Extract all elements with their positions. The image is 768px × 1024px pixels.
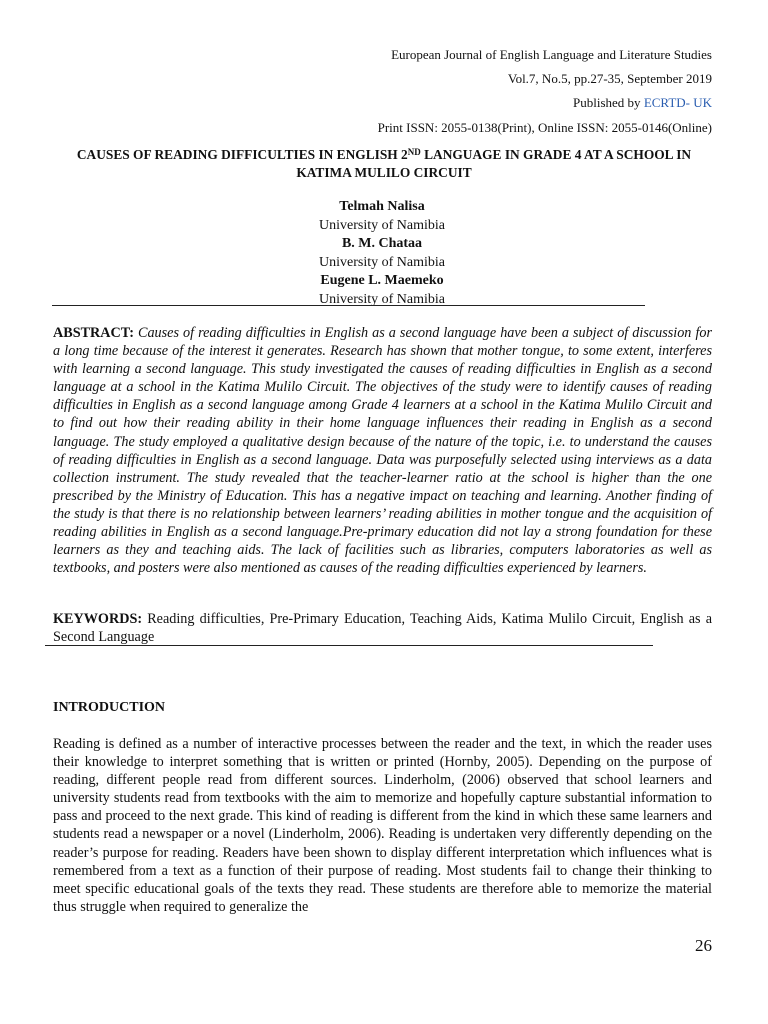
- keywords: [53, 610, 712, 646]
- author-block: [52, 198, 712, 310]
- publisher-line: [573, 95, 712, 111]
- introduction-heading: INTRODUCTION: [53, 700, 166, 715]
- title-superscript: ND: [407, 147, 421, 157]
- author-name: Telmah Nalisa: [339, 199, 425, 214]
- author-divider: [52, 305, 645, 306]
- introduction-body: Reading is defined as a number of interactive processes between the reader and the text, in which the reader uses their knowledge to interpret something that is written or printed (Hornby, 2005). Depending on the purpose of reading, different people read from different sources. Linderholm, (2006) observed that school learners and university students read from textbooks with the aim to memorize and hopefully capture substantial information to pass and proceed to the next grade. This kind of reading is different from the kind in which these same learners and students read a newspaper or a novel (Linderholm, 2006). Reading is undertaken very differently depending on the reader’s purpose for reading. Readers have been shown to display different interpretation which influences what is remembered from a text as a function of their purpose of reading. Most students fail to change their thinking to meet specific educational goals of the texts they read. These students are therefore able to memorize the material thus struggle when required to generalize the: [53, 736, 712, 915]
- author-name: B. M. Chataa: [341, 236, 423, 252]
- published-by-label: Published by: [573, 95, 644, 110]
- issn-line: Print ISSN: 2055-0138(Print), Online ISSN: 2055-0146(Online): [377, 120, 712, 135]
- author-affiliation: University of Namibia: [319, 217, 445, 233]
- title-part-2: LANGUAGE IN GRADE 4 AT A SCHOOL IN KATIMA MULILO CIRCUIT: [296, 147, 692, 180]
- keywords-label: KEYWORDS:: [53, 611, 143, 627]
- title-part-1: CAUSES OF READING DIFFICULTIES IN ENGLISH 2: [76, 147, 408, 162]
- page-number: 26: [695, 936, 712, 955]
- paper-title: [52, 146, 716, 181]
- keywords-divider: [45, 645, 653, 646]
- author-affiliation: University of Namibia: [319, 254, 445, 270]
- publisher-link[interactable]: ECRTD- UK: [643, 95, 712, 110]
- journal-name: European Journal of English Language and Literature Studies: [391, 47, 712, 62]
- abstract-text: Causes of reading difficulties in English as a second language have been a subject of discussion for a long time because of the interest it generates. Research has shown that mother tongue, to some extent, interferes with learning a second language. This study investigated the causes of reading difficulties in English as a second language at a school in the Katima Mulilo Circuit. The objectives of the study were to identify causes of reading difficulties in English as a second language among Grade 4 learners at a school in the Katima Mulilo Circuit and to find out how their reading ability in their home language influences their reading in English as a second language. The study employed a qualitative design because of the nature of the topic, i.e. to understand the causes of reading difficulties in English as a second language. Data was purposefully selected using interviews as a data collection instrument. The study revealed that the teacher-learner ratio at the school is higher than the one prescribed by the Ministry of Education. This has a negative impact on teaching and learning. Another finding of the study is that there is no relationship between learners’ reading abilities in mother tongue and the acquisition of reading abilities in English as a second language.Pre-primary education did not lay a strong foundation for these learners as they and teaching aids. The lack of facilities such as libraries, computers laboratories as well as textbooks, and posters were also mentioned as causes of the reading difficulties experienced by learners.: [53, 325, 712, 577]
- abstract: [53, 324, 712, 577]
- abstract-label: ABSTRACT:: [53, 325, 134, 341]
- volume-info: Vol.7, No.5, pp.27-35, September 2019: [507, 71, 712, 86]
- author-name: Eugene L. Maemeko: [320, 273, 444, 289]
- author-affiliation: University of Namibia: [319, 291, 445, 307]
- keywords-text: Reading difficulties, Pre-Primary Education, Teaching Aids, Katima Mulilo Circuit, English as a Second Language: [53, 611, 712, 646]
